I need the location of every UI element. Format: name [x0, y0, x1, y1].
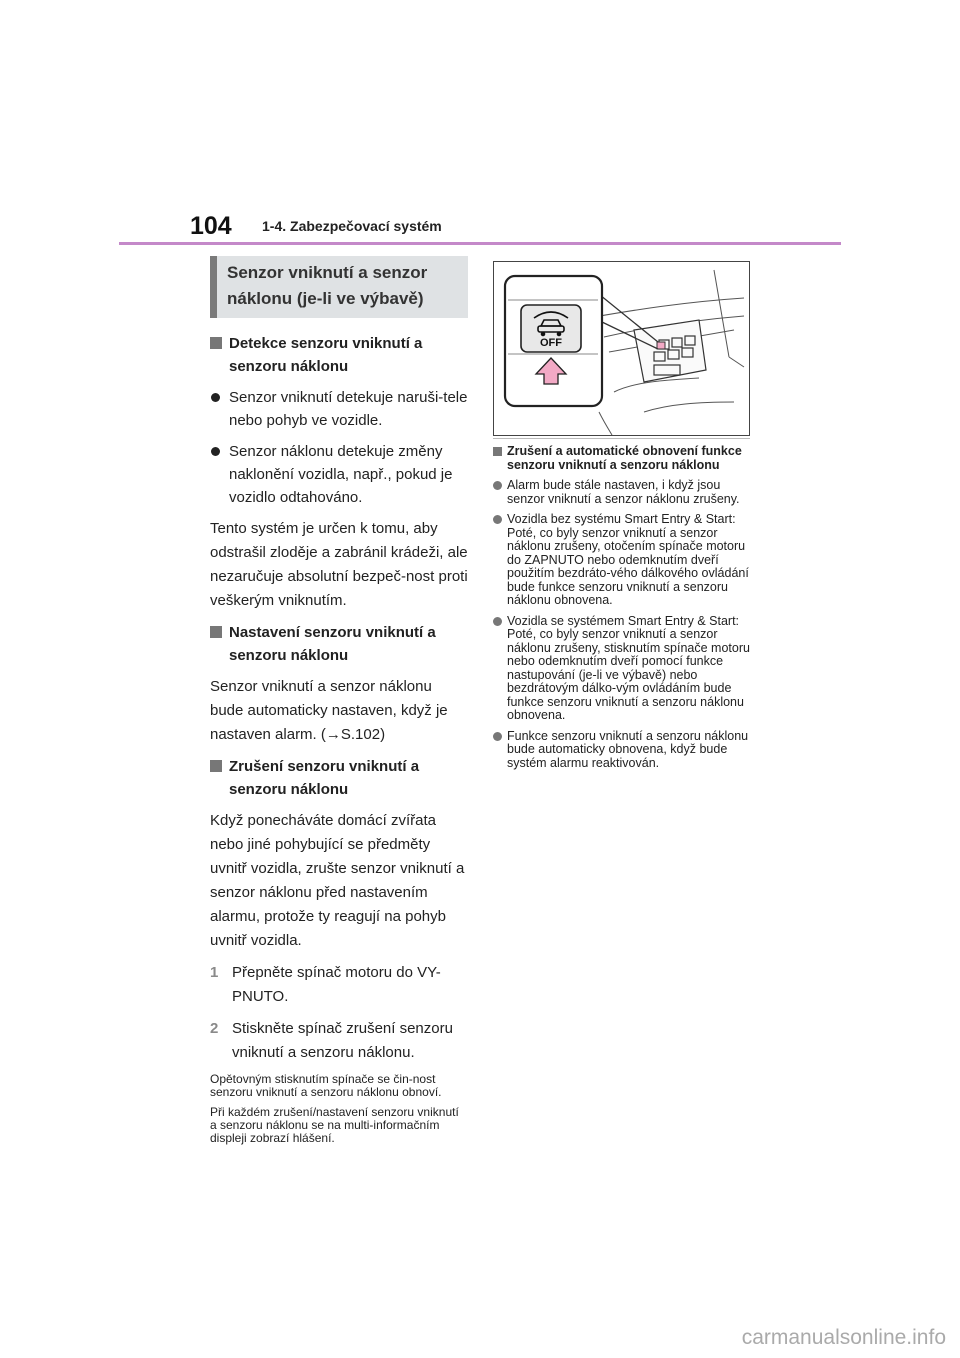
subheading-text: Detekce senzoru vniknutí a senzoru náklonu: [229, 335, 423, 375]
square-marker-icon: [210, 760, 222, 772]
right-column: [493, 444, 753, 777]
step-text: Přepněte spínač motoru do VY-PNUTO.: [232, 964, 441, 1005]
square-marker-icon: [493, 447, 502, 456]
header-rule: [119, 242, 841, 245]
subheading-detection: [210, 332, 468, 378]
info-heading: [493, 444, 753, 472]
subheading-text: Zrušení senzoru vniknutí a senzoru náklonu: [229, 758, 420, 798]
overhead-console-illustration: [494, 262, 749, 435]
bullet-icon: [493, 617, 502, 626]
list-item-text: Senzor náklonu detekuje změny naklonění vozidla, např., pokud je vozidlo odtahováno.: [229, 443, 453, 506]
watermark: carmanualsonline.info: [741, 1326, 946, 1349]
list-item: [210, 440, 468, 509]
page-number: 104: [190, 212, 232, 240]
paragraph: Tento systém je určen k tomu, aby odstrašil zloděje a zabránil krádeži, ale nezaručuje absolutní bezpeč-nost proti veškerým vniknutím.: [210, 520, 468, 609]
info-item-text: Vozidla se systémem Smart Entry & Start: Poté, co byly senzor vniknutí a senzor náklonu zrušeny, stisknutím spínače motoru nebo odemknutím dveří pomocí funkce nastupování (je-li ve výbavě) nebo bezdrátovým dálko-vým ovládáním bude funkce senzoru vniknutí a senzoru náklonu obnovena.: [507, 613, 750, 722]
figure-divider: [493, 438, 750, 439]
overhead-console-figure: [493, 261, 750, 436]
info-item-text: Funkce senzoru vniknutí a senzoru náklonu bude automaticky obnovena, když bude systém alarmu reaktivován.: [507, 728, 749, 770]
info-item: [493, 479, 753, 506]
bullet-icon: [211, 447, 220, 456]
subheading-text: Nastavení senzoru vniknutí a senzoru náklonu: [229, 624, 436, 664]
bullet-icon: [211, 393, 220, 402]
step-number: 2: [210, 1020, 219, 1037]
list-item-text: Senzor vniknutí detekuje naruši-tele nebo pohyb ve vozidle.: [229, 389, 468, 429]
bullet-icon: [493, 481, 502, 490]
step-item: [210, 961, 468, 1009]
paragraph: Když ponecháváte domácí zvířata nebo jiné pohybující se předměty uvnitř vozidla, zrušte senzor vniknutí a senzor náklonu před nastavením alarmu, protože ty reagují na pohyb uvnitř vozidla.: [210, 812, 465, 949]
left-column: [210, 256, 468, 1152]
step-item: [210, 1017, 468, 1065]
info-item-text: Alarm bude stále nastaven, i když jsou senzor vniknutí a senzor náklonu zrušeny.: [507, 478, 740, 506]
off-button-label: OFF: [540, 337, 562, 349]
section-title: 1-4. Zabezpečovací systém: [262, 218, 442, 234]
square-marker-icon: [210, 626, 222, 638]
info-item: [493, 513, 753, 608]
bullet-icon: [493, 515, 502, 524]
subheading-setting: [210, 621, 468, 667]
bullet-icon: [493, 732, 502, 741]
info-item: [493, 615, 753, 723]
note: Při každém zrušení/nastavení senzoru vniknutí a senzoru náklonu se na multi-informačním displeji zobrazí hlášení.: [210, 1105, 459, 1145]
note: Opětovným stisknutím spínače se čin-nost senzoru vniknutí a senzoru náklonu obnoví.: [210, 1072, 442, 1099]
info-item-text: Vozidla bez systému Smart Entry & Start: Poté, co byly senzor vniknutí a senzor náklonu zrušeny, otočením spínače motoru do ZAPNUTO nebo odemknutím dveří použitím bezdráto-vého dálkového ovládání bude funkce senzoru vniknutí a senzoru náklonu obnovena.: [507, 512, 749, 607]
step-text: Stiskněte spínač zrušení senzoru vniknutí a senzoru náklonu.: [232, 1020, 453, 1061]
info-heading-text: Zrušení a automatické obnovení funkce senzoru vniknutí a senzoru náklonu: [507, 444, 742, 472]
info-item: [493, 730, 753, 771]
section-box-title: Senzor vniknutí a senzor náklonu (je-li ve výbavě): [210, 256, 468, 318]
subheading-cancel: [210, 755, 468, 801]
paragraph: Senzor vniknutí a senzor náklonu bude automaticky nastaven, když je nastaven alarm. (→S.102): [210, 678, 448, 743]
square-marker-icon: [210, 337, 222, 349]
list-item: [210, 386, 468, 432]
step-number: 1: [210, 964, 219, 981]
